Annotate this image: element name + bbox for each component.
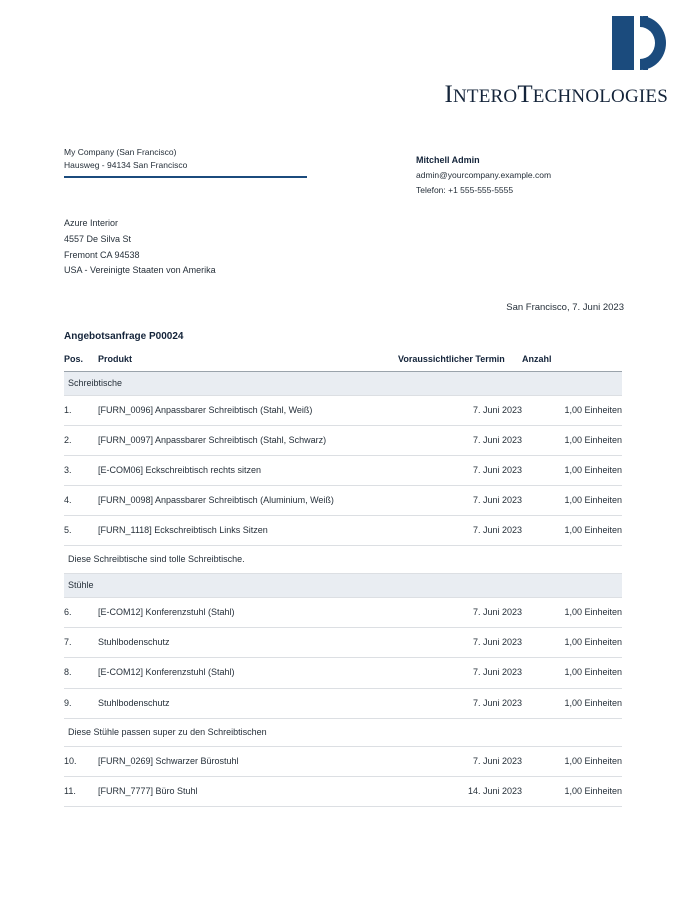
table-note-row	[64, 718, 622, 746]
line-date: 7. Juni 2023	[398, 746, 522, 776]
recipient-address	[64, 216, 216, 279]
contact-name: Mitchell Admin	[416, 155, 480, 165]
table-row	[64, 598, 622, 628]
table-row	[64, 746, 622, 776]
table-body	[64, 372, 622, 807]
order-lines-table	[64, 354, 622, 807]
place-and-date: San Francisco, 7. Juni 2023	[506, 302, 624, 313]
line-date: 7. Juni 2023	[398, 396, 522, 426]
line-date: 7. Juni 2023	[398, 516, 522, 546]
line-product: Stuhlbodenschutz	[98, 688, 398, 718]
line-quantity: 1,00 Einheiten	[522, 486, 622, 516]
line-product: [E-COM12] Konferenzstuhl (Stahl)	[98, 658, 398, 688]
line-date: 7. Juni 2023	[398, 426, 522, 456]
column-header-date: Voraussichtlicher Termin	[398, 354, 505, 364]
line-quantity: 1,00 Einheiten	[522, 688, 622, 718]
line-position: 6.	[64, 598, 98, 628]
contact-email: admin@yourcompany.example.com	[416, 170, 552, 181]
section-label: Stühle	[64, 574, 622, 598]
line-quantity: 1,00 Einheiten	[522, 776, 622, 806]
line-quantity: 1,00 Einheiten	[522, 456, 622, 486]
line-position: 11.	[64, 776, 98, 806]
line-product: [E-COM06] Eckschreibtisch rechts sitzen	[98, 456, 398, 486]
line-product: [FURN_0098] Anpassbarer Schreibtisch (Aluminium, Weiß)	[98, 486, 398, 516]
line-position: 4.	[64, 486, 98, 516]
line-quantity: 1,00 Einheiten	[522, 396, 622, 426]
table-row	[64, 456, 622, 486]
recipient-line-2: 4557 De Silva St	[64, 233, 132, 244]
table-row	[64, 776, 622, 806]
line-quantity: 1,00 Einheiten	[522, 426, 622, 456]
table-row	[64, 688, 622, 718]
line-date: 7. Juni 2023	[398, 628, 522, 658]
line-product: Stuhlbodenschutz	[98, 628, 398, 658]
table-row	[64, 628, 622, 658]
sender-address	[64, 146, 309, 172]
line-quantity: 1,00 Einheiten	[522, 658, 622, 688]
intero-monogram-icon	[612, 16, 666, 70]
line-position: 1.	[64, 396, 98, 426]
table-note-row	[64, 546, 622, 574]
column-header-product: Produkt	[98, 354, 133, 364]
note-text: Diese Schreibtische sind tolle Schreibtische.	[64, 546, 622, 574]
table-section-row	[64, 372, 622, 396]
line-position: 9.	[64, 688, 98, 718]
sender-divider	[64, 176, 307, 178]
brand-name-echnologies: ECHNOLOGIES	[532, 86, 668, 107]
brand-name-ntero: NTERO	[452, 86, 518, 107]
recipient-line-4: USA - Vereinigte Staaten von Amerika	[64, 265, 216, 276]
line-product: [FURN_0097] Anpassbarer Schreibtisch (Stahl, Schwarz)	[98, 426, 398, 456]
sender-line-1: My Company (San Francisco)	[64, 147, 177, 157]
table-row	[64, 658, 622, 688]
line-date: 7. Juni 2023	[398, 486, 522, 516]
line-product: [FURN_1118] Eckschreibtisch Links Sitzen	[98, 516, 398, 546]
table-section-row	[64, 574, 622, 598]
page-title: Angebotsanfrage P00024	[64, 331, 184, 342]
line-position: 3.	[64, 456, 98, 486]
recipient-line-3: Fremont CA 94538	[64, 249, 140, 260]
line-quantity: 1,00 Einheiten	[522, 516, 622, 546]
contact-block	[416, 153, 551, 197]
table-row	[64, 426, 622, 456]
contact-phone: Telefon: +1 555-555-5555	[416, 184, 514, 195]
line-product: [FURN_0096] Anpassbarer Schreibtisch (Stahl, Weiß)	[98, 396, 398, 426]
line-date: 14. Juni 2023	[398, 776, 522, 806]
column-header-qty: Anzahl	[522, 354, 552, 364]
line-quantity: 1,00 Einheiten	[522, 628, 622, 658]
brand-name	[444, 81, 668, 109]
line-position: 2.	[64, 426, 98, 456]
table-row	[64, 486, 622, 516]
brand-name-i: I	[444, 81, 453, 108]
line-product: [FURN_7777] Büro Stuhl	[98, 776, 398, 806]
note-text: Diese Stühle passen super zu den Schreibtischen	[64, 718, 622, 746]
section-label: Schreibtische	[64, 372, 622, 396]
line-position: 10.	[64, 746, 98, 776]
line-product: [FURN_0269] Schwarzer Bürostuhl	[98, 746, 398, 776]
sender-line-2: Hausweg - 94134 San Francisco	[64, 160, 188, 171]
table-header-row	[64, 354, 622, 372]
line-quantity: 1,00 Einheiten	[522, 598, 622, 628]
table-row	[64, 516, 622, 546]
line-position: 7.	[64, 628, 98, 658]
column-header-pos: Pos.	[64, 354, 84, 364]
line-position: 8.	[64, 658, 98, 688]
line-position: 5.	[64, 516, 98, 546]
line-product: [E-COM12] Konferenzstuhl (Stahl)	[98, 598, 398, 628]
brand-header	[444, 16, 668, 109]
table-row	[64, 396, 622, 426]
recipient-line-1: Azure Interior	[64, 218, 119, 228]
line-date: 7. Juni 2023	[398, 598, 522, 628]
line-date: 7. Juni 2023	[398, 456, 522, 486]
line-date: 7. Juni 2023	[398, 658, 522, 688]
line-quantity: 1,00 Einheiten	[522, 746, 622, 776]
line-date: 7. Juni 2023	[398, 688, 522, 718]
brand-name-t: T	[517, 81, 533, 108]
